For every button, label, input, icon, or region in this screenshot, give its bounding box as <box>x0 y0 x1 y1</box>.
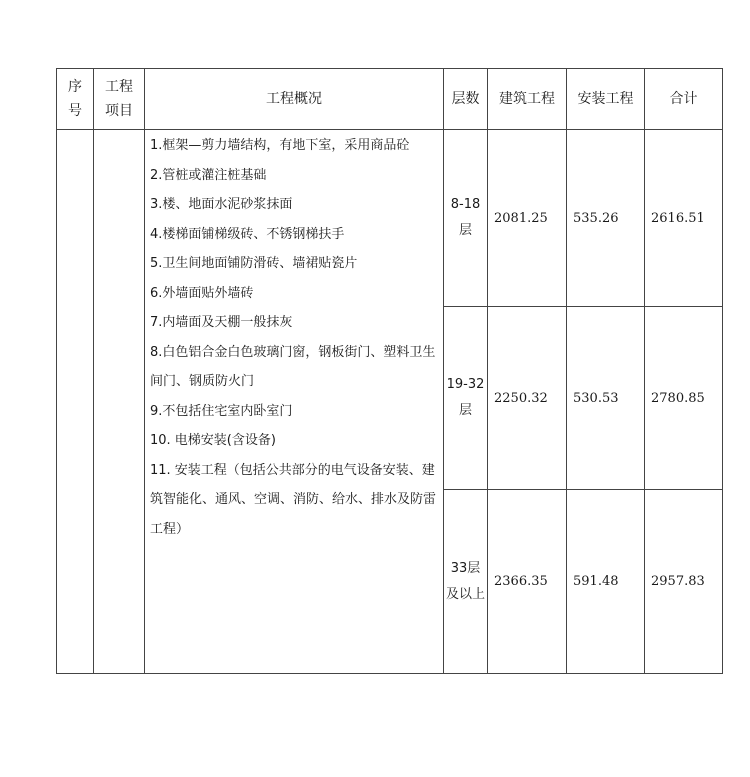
overview-item: 9.不包括住宅室内卧室门 <box>150 403 293 419</box>
overview-item: 4.楼梯面铺梯级砖、不锈钢梯扶手 <box>150 226 345 242</box>
overview-item: 5.卫生间地面铺防滑砖、墙裙贴瓷片 <box>150 256 358 271</box>
header-building: 建筑工程 <box>488 69 567 130</box>
overview-item: 10. 电梯安装(含设备) <box>150 433 276 448</box>
overview-item: 1.框架—剪力墙结构，有地下室，采用商品砼 <box>150 138 410 153</box>
header-overview: 工程概况 <box>145 69 444 130</box>
project-cell <box>94 130 145 674</box>
building-cell: 2250.32 <box>488 307 567 490</box>
total-cell: 2616.51 <box>645 130 723 307</box>
header-project: 工程项目 <box>94 69 145 130</box>
total-cell: 2957.83 <box>645 490 723 674</box>
total-cell: 2780.85 <box>645 307 723 490</box>
header-seq: 序号 <box>57 69 94 130</box>
table-row <box>57 130 723 307</box>
overview-item: 3.楼、地面水泥砂浆抹面 <box>150 197 293 212</box>
cost-table <box>56 68 723 674</box>
floors-cell: 33层及以上 <box>444 490 488 674</box>
building-cell: 2366.35 <box>488 490 567 674</box>
overview-item: 11. 安装工程（包括公共部分的电气设备安装、建筑智能化、通风、空调、消防、给水、排水及防雷工程） <box>150 462 437 537</box>
overview-item: 6.外墙面贴外墙砖 <box>150 285 254 301</box>
seq-cell <box>57 130 94 674</box>
floors-cell: 19-32层 <box>444 307 488 490</box>
floors-cell: 8-18层 <box>444 130 488 307</box>
header-floors: 层数 <box>444 69 488 130</box>
overview-cell <box>145 130 444 674</box>
overview-item: 8.白色铝合金白色玻璃门窗，钢板街门、塑料卫生间门、钢质防火门 <box>150 344 436 389</box>
header-row <box>57 69 723 130</box>
overview-item: 2.管桩或灌注桩基础 <box>150 167 267 183</box>
overview-item: 7.内墙面及天棚一般抹灰 <box>150 315 293 330</box>
header-total: 合计 <box>645 69 723 130</box>
install-cell: 591.48 <box>567 490 645 674</box>
install-cell: 530.53 <box>567 307 645 490</box>
header-install: 安装工程 <box>567 69 645 130</box>
install-cell: 535.26 <box>567 130 645 307</box>
building-cell: 2081.25 <box>488 130 567 307</box>
